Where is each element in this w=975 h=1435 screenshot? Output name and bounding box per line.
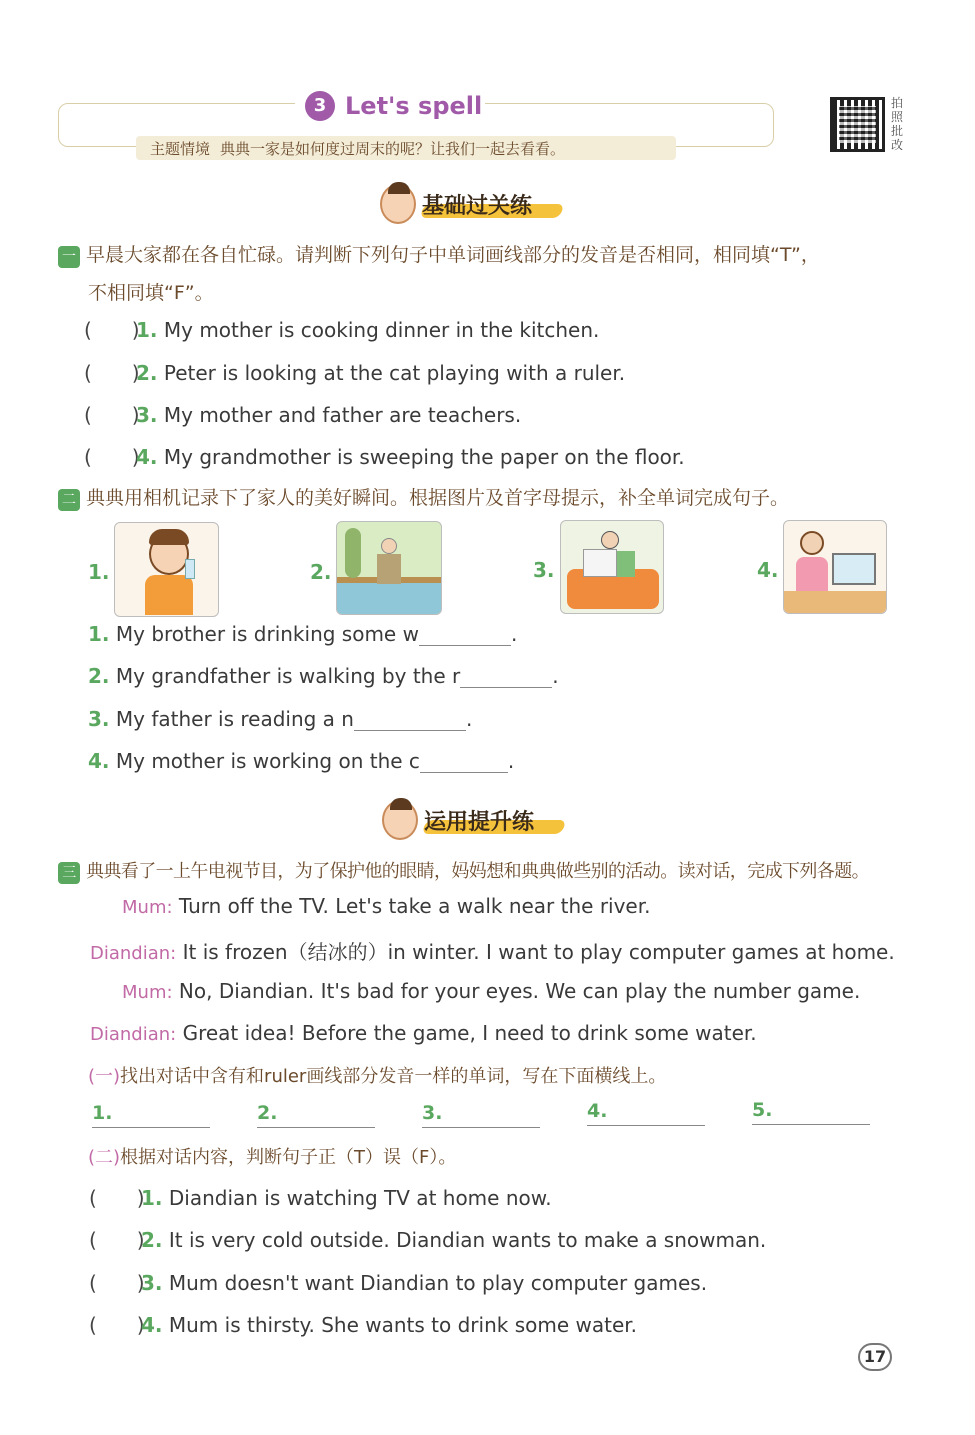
picture-mother-computer [783, 520, 887, 614]
q2-item-4: 4. My mother is working on the c . [88, 749, 515, 773]
q2-item-1: 1. My brother is drinking some w . [88, 622, 518, 646]
picture-father-reading [560, 520, 664, 614]
qr-caption: 拍照批改 [891, 96, 904, 152]
part1-blank-2[interactable]: 2. [257, 1102, 375, 1128]
part1-blank-1[interactable]: 1. [92, 1102, 210, 1128]
picture-grandfather-river [336, 521, 442, 615]
answer-paren[interactable]: ( ) [84, 361, 140, 385]
dialogue-line-3: Mum: No, Diandian. It's bad for your eyes. We can play the number game. [122, 979, 861, 1003]
dialogue-line-1: Mum: Turn off the TV. Let's take a walk near the river. [122, 894, 651, 918]
q1-instruction-line1: 早晨大家都在各自忙碌。请判断下列句子中单词画线部分的发音是否相同，相同填“T”， [86, 244, 820, 266]
q1-instruction [58, 240, 820, 268]
section-advanced-title: 运用提升练 [424, 809, 535, 835]
page-number: 17 [858, 1343, 892, 1371]
q1-item-2: ( )2. Peter is looking at the cat playing with a ruler. [84, 357, 625, 386]
q2-label: 二 [58, 489, 80, 511]
theme-bar [136, 136, 676, 160]
q3-part2-instruction: (二)根据对话内容，判断句子正（T）误（F）。 [88, 1147, 457, 1168]
theme-label: 主题情境 [150, 139, 211, 158]
picture-1-number: 1. [88, 560, 110, 584]
q1-instruction-line2: 不相同填“F”。 [88, 282, 214, 304]
answer-paren[interactable]: ( ) [89, 1313, 145, 1337]
unit-number: 3 [305, 91, 335, 121]
answer-paren[interactable]: ( ) [89, 1228, 145, 1252]
q3-instruction: 三 典典看了一上午电视节目，为了保护他的眼睛，妈妈想和典典做些别的活动。读对话，完成下列各题。 [58, 857, 869, 884]
answer-paren[interactable]: ( ) [84, 445, 140, 469]
answer-blank[interactable] [354, 709, 466, 731]
q3-part2-item-4: ( )4. Mum is thirsty. She wants to drink some water. [89, 1309, 637, 1338]
q2-item-2: 2. My grandfather is walking by the r . [88, 664, 559, 688]
q1-item-3: ( )3. My mother and father are teachers. [84, 399, 521, 428]
section-advanced-heading [382, 800, 534, 840]
picture-4-number: 4. [757, 558, 779, 582]
picture-3-number: 3. [533, 558, 555, 582]
answer-blank[interactable] [460, 666, 552, 688]
q3-label: 三 [58, 862, 80, 884]
dialogue-line-4: Diandian: Great idea! Before the game, I need to drink some water. [90, 1021, 757, 1045]
answer-blank[interactable] [419, 624, 511, 646]
q2-item-3: 3. My father is reading a n . [88, 707, 473, 731]
part1-blank-3[interactable]: 3. [422, 1102, 540, 1128]
theme-text: 典典一家是如何度过周末的呢？让我们一起去看看。 [220, 139, 566, 158]
answer-paren[interactable]: ( ) [89, 1186, 145, 1210]
q2-instruction: 二 典典用相机记录下了家人的美好瞬间。根据图片及首字母提示，补全单词完成句子。 [58, 483, 789, 511]
picture-2-number: 2. [310, 560, 332, 584]
qr-code[interactable] [830, 97, 885, 152]
q1-item-4: ( )4. My grandmother is sweeping the paper on the floor. [84, 441, 685, 470]
dialogue-line-2: Diandian: It is frozen（结冰的）in winter. I want to play computer games at home. [90, 940, 895, 964]
q3-part2-item-1: ( )1. Diandian is watching TV at home now. [89, 1182, 552, 1211]
mascot-icon [380, 184, 416, 224]
picture-boy-drinking [114, 522, 219, 617]
mascot-icon [382, 800, 418, 840]
part1-blank-4[interactable]: 4. [587, 1100, 705, 1126]
q3-part2-item-2: ( )2. It is very cold outside. Diandian wants to make a snowman. [89, 1224, 766, 1253]
section-basic-heading [380, 184, 532, 224]
answer-paren[interactable]: ( ) [89, 1271, 145, 1295]
q1-label: 一 [58, 246, 80, 268]
answer-blank[interactable] [420, 751, 508, 773]
answer-paren[interactable]: ( ) [84, 318, 140, 342]
q3-part2-item-3: ( )3. Mum doesn't want Diandian to play computer games. [89, 1267, 707, 1296]
q3-part1-instruction: (一)找出对话中含有和ruler画线部分发音一样的单词，写在下面横线上。 [88, 1066, 667, 1087]
unit-title: Let's spell [345, 92, 483, 120]
answer-paren[interactable]: ( ) [84, 403, 140, 427]
q1-item-1: ( )1. My mother is cooking dinner in the kitchen. [84, 314, 599, 343]
section-basic-title: 基础过关练 [422, 193, 533, 219]
unit-title-badge [295, 88, 485, 124]
part1-blank-5[interactable]: 5. [752, 1099, 870, 1125]
